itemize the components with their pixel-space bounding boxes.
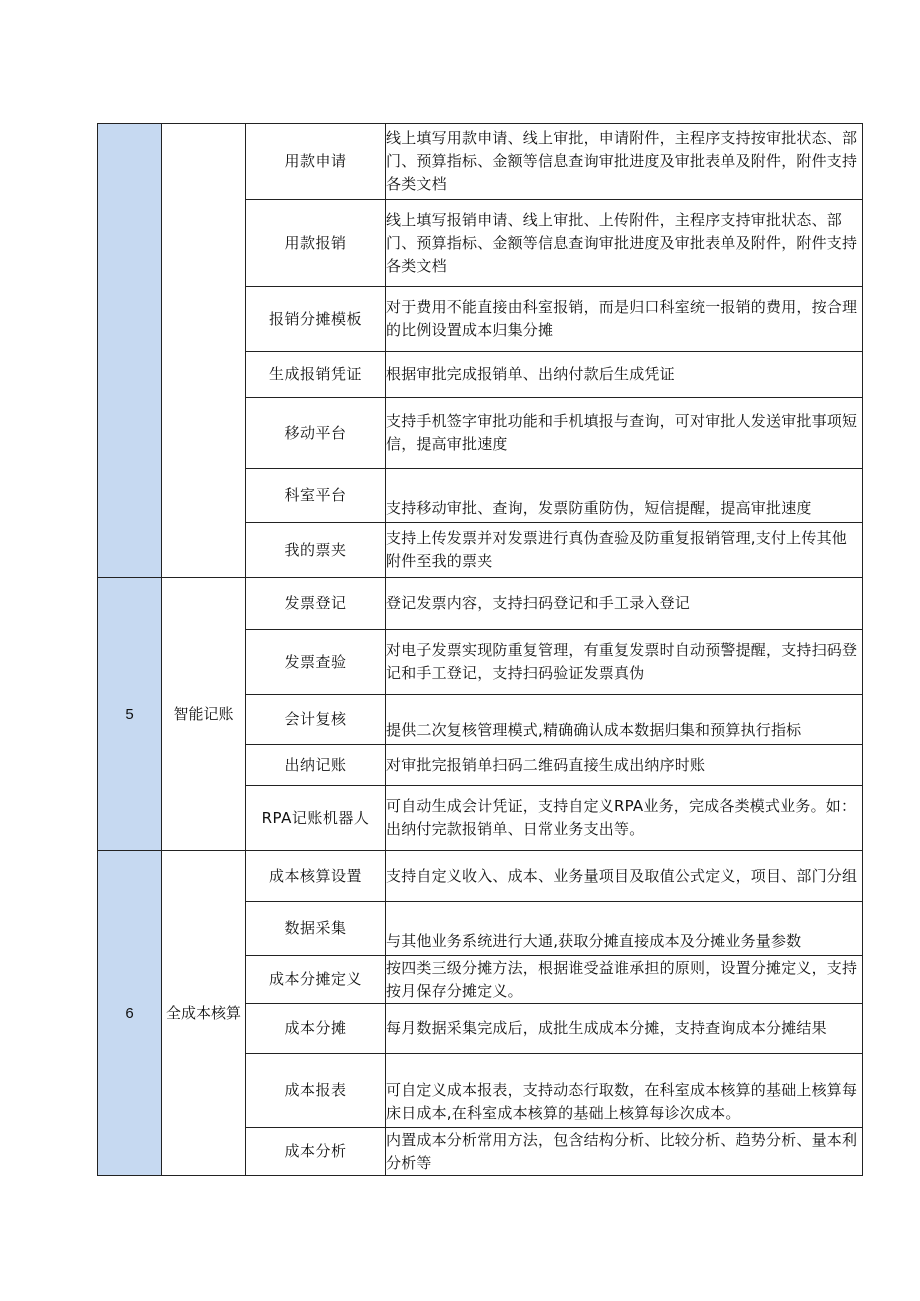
feature-description-cell: 对于费用不能直接由科室报销，而是归口科室统一报销的费用，按合理的比例设置成本归集分摊: [386, 287, 863, 352]
feature-description-cell: 对电子发票实现防重复管理，有重复发票时自动预警提醒，支持扫码登记和手工登记，支持扫码验证发票真伪: [386, 630, 863, 695]
feature-description-cell: 可自动生成会计凭证，支持自定义RPA业务，完成各类模式业务。如：出纳付完款报销单、日常业务支出等。: [386, 786, 863, 851]
feature-name-cell: 用款报销: [246, 200, 386, 287]
feature-name-cell: 移动平台: [246, 398, 386, 469]
feature-name-cell: 数据采集: [246, 902, 386, 956]
feature-name-cell: 会计复核: [246, 695, 386, 745]
feature-description-cell: 可自定义成本报表，支持动态行取数，在科室成本核算的基础上核算每床日成本,在科室成本核算的基础上核算每诊次成本。: [386, 1054, 863, 1128]
feature-name-cell: 成本分摊定义: [246, 956, 386, 1004]
feature-name-cell: 成本分析: [246, 1128, 386, 1176]
feature-name-cell: 发票登记: [246, 578, 386, 630]
feature-description-cell: 线上填写报销申请、线上审批、上传附件，主程序支持审批状态、部门、预算指标、金额等信息查询审批进度及审批表单及附件，附件支持各类文档: [386, 200, 863, 287]
feature-name-cell: RPA记账机器人: [246, 786, 386, 851]
feature-description-cell: 线上填写用款申请、线上审批，申请附件，主程序支持按审批状态、部门、预算指标、金额等信息查询审批进度及审批表单及附件，附件支持各类文档: [386, 124, 863, 200]
feature-name-cell: 发票查验: [246, 630, 386, 695]
feature-name-cell: 报销分摊模板: [246, 287, 386, 352]
module-name-cell: 全成本核算: [162, 851, 246, 1176]
feature-description-cell: 提供二次复核管理模式,精确确认成本数据归集和预算执行指标: [386, 695, 863, 745]
feature-name-cell: 科室平台: [246, 469, 386, 523]
row-number-cell: [98, 124, 162, 578]
row-number-cell: 5: [98, 578, 162, 851]
function-spec-table: [97, 123, 863, 1176]
feature-description-cell: 登记发票内容，支持扫码登记和手工录入登记: [386, 578, 863, 630]
feature-name-cell: 成本分摊: [246, 1004, 386, 1054]
table-row: [98, 124, 863, 200]
feature-name-cell: 生成报销凭证: [246, 352, 386, 398]
feature-description-cell: 支持自定义收入、成本、业务量项目及取值公式定义，项目、部门分组: [386, 851, 863, 902]
feature-description-cell: 与其他业务系统进行大通,获取分摊直接成本及分摊业务量参数: [386, 902, 863, 956]
row-number-cell: 6: [98, 851, 162, 1176]
table-row: [98, 578, 863, 630]
feature-description-cell: 根据审批完成报销单、出纳付款后生成凭证: [386, 352, 863, 398]
table-row: [98, 851, 863, 902]
module-name-cell: 智能记账: [162, 578, 246, 851]
feature-name-cell: 成本报表: [246, 1054, 386, 1128]
feature-name-cell: 出纳记账: [246, 745, 386, 786]
module-name-cell: [162, 124, 246, 578]
feature-description-cell: 每月数据采集完成后，成批生成成本分摊，支持查询成本分摊结果: [386, 1004, 863, 1054]
feature-name-cell: 我的票夹: [246, 523, 386, 578]
feature-description-cell: 对审批完报销单扫码二维码直接生成出纳序时账: [386, 745, 863, 786]
feature-name-cell: 用款申请: [246, 124, 386, 200]
feature-description-cell: 支持手机签字审批功能和手机填报与查询，可对审批人发送审批事项短信，提高审批速度: [386, 398, 863, 469]
feature-description-cell: 按四类三级分摊方法，根据谁受益谁承担的原则，设置分摊定义，支持按月保存分摊定义。: [386, 956, 863, 1004]
feature-description-cell: 内置成本分析常用方法，包含结构分析、比较分析、趋势分析、量本利分析等: [386, 1128, 863, 1176]
feature-description-cell: 支持移动审批、查询，发票防重防伪，短信提醒，提高审批速度: [386, 469, 863, 523]
feature-name-cell: 成本核算设置: [246, 851, 386, 902]
feature-description-cell: 支持上传发票并对发票进行真伪查验及防重复报销管理,支付上传其他附件至我的票夹: [386, 523, 863, 578]
